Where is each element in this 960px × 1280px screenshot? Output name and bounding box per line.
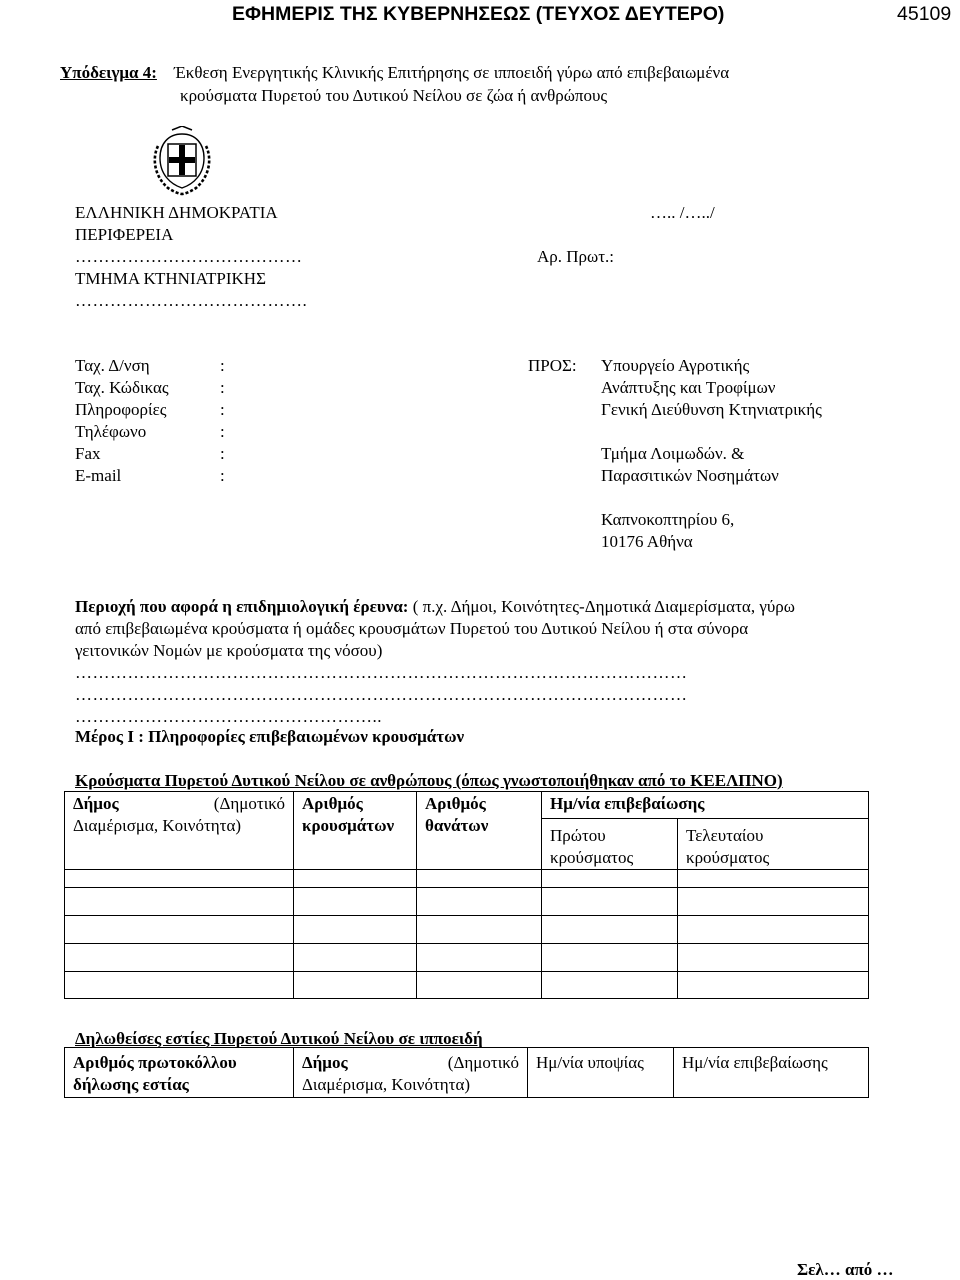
page-number: 45109 [897, 3, 952, 25]
header-text: δήλωσης εστίας [73, 1075, 189, 1094]
table-row [65, 916, 869, 944]
form-title-line1: Έκθεση Ενεργητικής Κλινικής Επιτήρησης σε ιπποειδή γύρω από επιβεβαιωμένα [174, 63, 730, 82]
header-text: Δήμος [302, 1053, 348, 1072]
contact-colon: : [220, 356, 225, 375]
human-cases-table [64, 791, 869, 999]
header-cell-first [542, 819, 678, 870]
header-text: Διαμέρισμα, Κοινότητα) [302, 1075, 471, 1094]
header-text: Αριθμός [302, 794, 363, 813]
table-cell[interactable] [294, 870, 417, 888]
table-row [65, 1048, 869, 1098]
table-cell[interactable] [294, 944, 417, 972]
contact-colon: : [220, 422, 225, 441]
table-cell[interactable] [542, 888, 678, 916]
header-text: κρούσματος [550, 848, 634, 867]
form-title-line2: κρούσματα Πυρετού του Δυτικού Νείλου σε ζώα ή ανθρώπους [180, 86, 608, 105]
area-heading: Περιοχή που αφορά η επιδημιολογική έρευνα: [75, 597, 409, 616]
table-cell[interactable] [294, 916, 417, 944]
header-cell-cases [294, 792, 417, 870]
table-cell[interactable] [65, 916, 294, 944]
contact-colon: : [220, 444, 225, 463]
recipient-line2: Ανάπτυξης και Τροφίμων [601, 378, 776, 397]
table-cell[interactable] [294, 888, 417, 916]
table-cell[interactable] [417, 972, 542, 999]
horse-foci-title: Δηλωθείσες εστίες Πυρετού Δυτικού Νείλου σε ιπποειδή [75, 1029, 483, 1048]
table-cell[interactable] [417, 944, 542, 972]
sender-line1: ΕΛΛΗΝΙΚΗ ΔΗΜΟΚΡΑΤΙΑ [75, 203, 278, 222]
table-cell[interactable] [678, 870, 869, 888]
header-text: Αριθμός [425, 794, 486, 813]
form-label: Υπόδειγμα 4: [60, 63, 157, 82]
table-cell[interactable] [65, 944, 294, 972]
header-cell-municipality [294, 1048, 528, 1098]
header-text: Τελευταίου [686, 826, 764, 845]
header-text: Διαμέρισμα, Κοινότητα) [73, 816, 242, 835]
header-text: (Δημοτικό [447, 1053, 519, 1072]
header-cell-municipality [65, 792, 294, 870]
table-cell[interactable] [294, 972, 417, 999]
table-cell[interactable] [65, 870, 294, 888]
recipient-line3: Γενική Διεύθυνση Κτηνιατρικής [601, 400, 822, 419]
header-text: Ημ/νία υποψίας [536, 1053, 644, 1072]
table-cell[interactable] [65, 972, 294, 999]
contact-label-fax: Fax [75, 444, 101, 463]
table-row [65, 944, 869, 972]
header-cell-suspect-date [528, 1048, 674, 1098]
area-dots3: …………………………………………….. [75, 707, 382, 726]
contact-label-email: E-mail [75, 466, 122, 485]
header-text: Αριθμός πρωτοκόλλου [73, 1053, 237, 1072]
header-cell-confirm-date [542, 792, 869, 819]
header-text: Πρώτου [550, 826, 606, 845]
recipient-line4: Τμήμα Λοιμωδών. & [601, 444, 745, 463]
table-cell[interactable] [678, 888, 869, 916]
sender-line3: ΤΜΗΜΑ ΚΤΗΝΙΑΤΡΙΚΗΣ [75, 269, 266, 288]
contact-label-address: Ταχ. Δ/νση [75, 356, 150, 375]
protocol-label: Αρ. Πρωτ.: [537, 247, 615, 266]
recipient-line1: Υπουργείο Αγροτικής [601, 356, 750, 375]
table-cell[interactable] [542, 944, 678, 972]
area-line3: γειτονικών Νομών με κρούσματα της νόσου) [75, 641, 383, 660]
table-cell[interactable] [65, 888, 294, 916]
table-row [65, 972, 869, 999]
contact-colon: : [220, 466, 225, 485]
part1-heading: Μέρος Ι : Πληροφορίες επιβεβαιωμένων κρουσμάτων [75, 727, 465, 746]
header-text: θανάτων [425, 816, 489, 835]
sender-dots1: ………………………………… [75, 247, 303, 266]
table-cell[interactable] [542, 870, 678, 888]
recipient-line5: Παρασιτικών Νοσημάτων [601, 466, 779, 485]
contact-colon: : [220, 400, 225, 419]
sender-dots2: …………………………………. [75, 291, 308, 310]
table-cell[interactable] [542, 972, 678, 999]
header-text: Ημ/νία επιβεβαίωσης [550, 794, 705, 813]
header-cell-deaths [417, 792, 542, 870]
header-cell-last [678, 819, 869, 870]
date-placeholder: ….. /…../ [650, 203, 715, 222]
area-line1-rest: ( π.χ. Δήμοι, Κοινότητες-Δημοτικά Διαμερίσματα, γύρω [412, 597, 795, 616]
coat-of-arms-emblem [150, 126, 214, 198]
area-line2: από επιβεβαιωμένα κρούσματα ή ομάδες κρουσμάτων Πυρετού του Δυτικού Νείλου ή στα σύνορα [75, 619, 749, 638]
table-cell[interactable] [417, 888, 542, 916]
recipient-line6: Καπνοκοπτηρίου 6, [601, 510, 735, 529]
header-text: Ημ/νία επιβεβαίωσης [682, 1053, 828, 1072]
header-text: κρούσματος [686, 848, 770, 867]
header-text: Δήμος [73, 794, 119, 813]
table-row [65, 888, 869, 916]
table-row [65, 792, 869, 819]
human-cases-title: Κρούσματα Πυρετού Δυτικού Νείλου σε ανθρώπους (όπως γνωστοποιήθηκαν από το ΚΕΕΛΠΝΟ) [75, 771, 783, 790]
sender-line2: ΠΕΡΙΦΕΡΕΙΑ [75, 225, 174, 244]
area-line1 [75, 597, 795, 617]
area-dots2: …………………………………………………………………………………………… [75, 685, 688, 704]
recipient-line7: 10176 Αθήνα [601, 532, 693, 551]
header-cell-confirm-date [674, 1048, 869, 1098]
table-cell[interactable] [678, 916, 869, 944]
area-dots1: …………………………………………………………………………………………… [75, 663, 688, 682]
horse-foci-table [64, 1047, 869, 1098]
gazette-header-title: ΕΦΗΜΕΡΙΣ ΤΗΣ ΚΥΒΕΡΝΗΣΕΩΣ (ΤΕΥΧΟΣ ΔΕΥΤΕΡΟ) [232, 3, 725, 25]
header-text: (Δημοτικό [213, 794, 285, 813]
contact-label-info: Πληροφορίες [75, 400, 167, 419]
table-cell[interactable] [678, 972, 869, 999]
header-text: κρουσμάτων [302, 816, 395, 835]
table-row [65, 870, 869, 888]
contact-colon: : [220, 378, 225, 397]
recipient-label: ΠΡΟΣ: [528, 356, 577, 375]
page-of-footer: Σελ… από … [797, 1260, 894, 1279]
contact-label-phone: Τηλέφωνο [75, 422, 147, 441]
contact-label-postcode: Ταχ. Κώδικας [75, 378, 169, 397]
table-cell[interactable] [417, 870, 542, 888]
header-cell-protocol [65, 1048, 294, 1098]
table-cell[interactable] [542, 916, 678, 944]
table-cell[interactable] [678, 944, 869, 972]
table-cell[interactable] [417, 916, 542, 944]
